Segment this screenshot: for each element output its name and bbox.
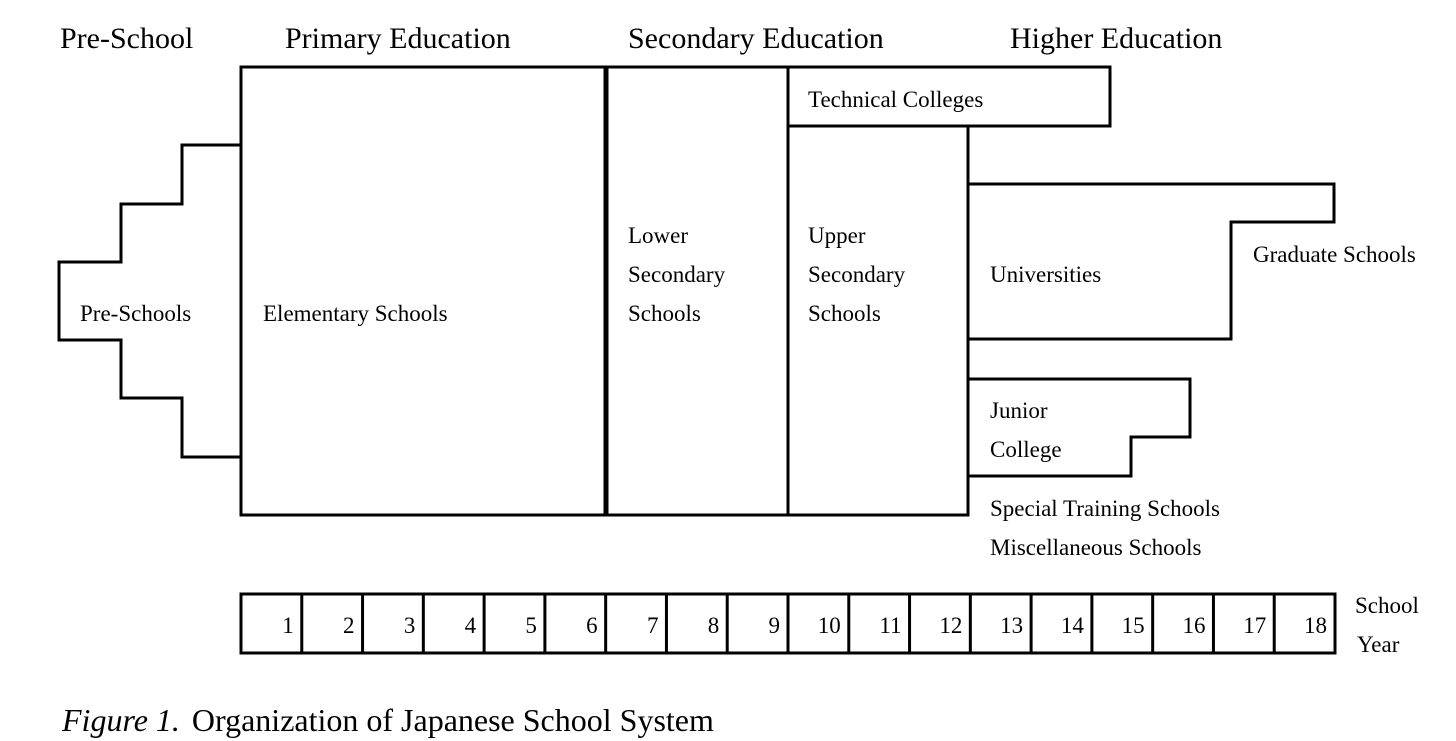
school-year-cell: 16 (1182, 613, 1206, 638)
school-year-cell: 12 (939, 613, 963, 638)
school-year-cell: 5 (525, 613, 537, 638)
junior-college-line-1: Junior (990, 398, 1048, 423)
special-training-schools-label: Special Training Schools (990, 496, 1221, 521)
school-year-label-line-2: Year (1357, 632, 1400, 657)
school-year-cell: 13 (1000, 613, 1024, 638)
school-year-cell: 9 (768, 613, 780, 638)
school-year-cell: 1 (282, 613, 294, 638)
upper-secondary-line-2: Secondary (808, 262, 906, 287)
school-year-cell: 7 (646, 613, 659, 638)
school-year-cell: 11 (879, 613, 902, 638)
caption-prefix: Figure 1. (62, 702, 180, 738)
junior-college-line-2: College (990, 437, 1062, 462)
elementary-schools-label: Elementary Schools (263, 301, 448, 326)
lower-secondary-schools-block (606, 67, 788, 515)
school-year-cell: 2 (343, 613, 355, 638)
school-year-cell: 10 (817, 613, 841, 638)
school-year-cell: 6 (586, 613, 598, 638)
school-year-cell: 8 (707, 613, 720, 638)
school-year-cell: 17 (1243, 613, 1267, 638)
school-year-cell: 4 (464, 613, 477, 638)
figure-caption (61, 702, 714, 738)
pre-schools-label: Pre-Schools (80, 301, 192, 326)
header-secondary-education: Secondary Education (628, 22, 884, 55)
header-higher-education: Higher Education (1010, 22, 1223, 55)
header-pre-school: Pre-School (60, 22, 194, 55)
lower-secondary-line-2: Secondary (628, 262, 726, 287)
lower-secondary-line-1: Lower (628, 223, 689, 248)
upper-secondary-line-3: Schools (808, 301, 881, 326)
caption-text: Organization of Japanese School System (191, 702, 714, 738)
universities-label: Universities (990, 262, 1102, 287)
elementary-schools-block (241, 67, 606, 515)
lower-secondary-line-3: Schools (628, 301, 701, 326)
header-primary-education: Primary Education (285, 22, 511, 55)
upper-secondary-line-1: Upper (808, 223, 866, 248)
miscellaneous-schools-label: Miscellaneous Schools (990, 535, 1202, 560)
school-year-cell: 15 (1121, 613, 1145, 638)
school-year-strip (241, 594, 1335, 653)
school-year-label-line-1: School (1355, 593, 1419, 618)
technical-colleges-label: Technical Colleges (808, 87, 984, 112)
school-year-cell: 18 (1304, 613, 1327, 638)
school-year-cell: 3 (403, 613, 416, 638)
graduate-schools-label: Graduate Schools (1253, 242, 1416, 267)
school-year-cell: 14 (1060, 613, 1084, 638)
